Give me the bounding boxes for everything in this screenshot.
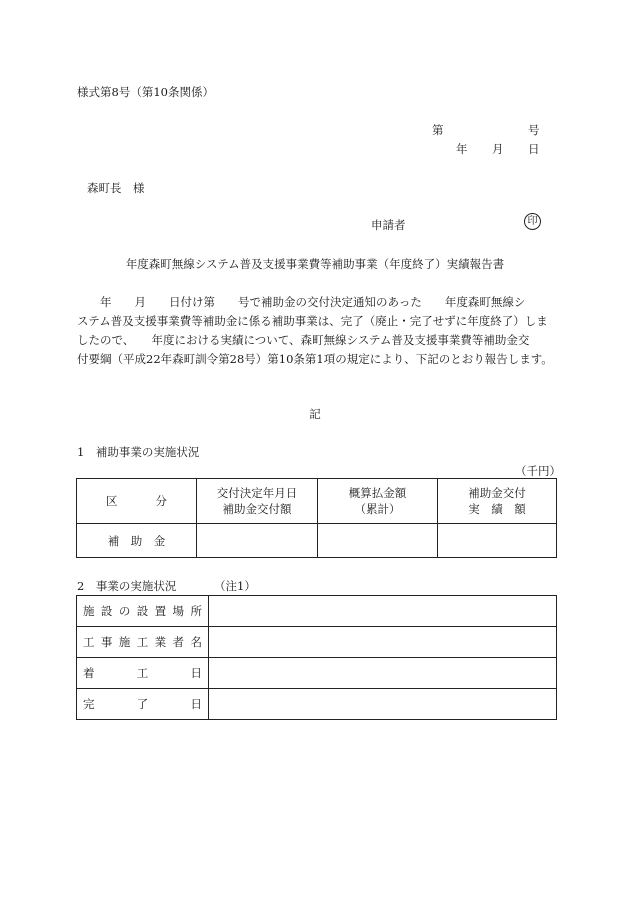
header-decision-date: 交付決定年月日 補助金交付額 bbox=[197, 479, 318, 524]
header-advance-payment: 概算払金額 （累計） bbox=[318, 479, 438, 524]
section2-note: （注1） bbox=[214, 579, 256, 593]
label-installation-site: 施 設 の 設 置 場 所 bbox=[77, 596, 209, 627]
cell-advance-payment[interactable] bbox=[318, 524, 438, 558]
body-line-4: 付要綱（平成22年森町訓令第28号）第10条第1項の規定により、下記のとおり報告します。 bbox=[77, 352, 553, 366]
section1-heading: 1 補助事業の実施状況 bbox=[77, 445, 200, 459]
addressee: 森町長 様 bbox=[87, 181, 145, 195]
unit-label: （千円） bbox=[515, 464, 561, 478]
section2-heading: 2 事業の実施状況 bbox=[77, 579, 177, 593]
body-line-3: したので、 年度における実績について、森町無線システム普及支援事業費等補助金交 bbox=[77, 333, 530, 347]
value-completion-date[interactable] bbox=[209, 689, 557, 720]
label-completion-date: 完 了 日 bbox=[77, 689, 209, 720]
header-category: 区 分 bbox=[77, 479, 197, 524]
date-year: 年 bbox=[456, 142, 468, 156]
document-number-prefix: 第 bbox=[432, 123, 444, 137]
cell-actual-amount[interactable] bbox=[438, 524, 557, 558]
cell-decision-date[interactable] bbox=[197, 524, 318, 558]
document-number-suffix: 号 bbox=[528, 123, 540, 137]
date-month: 月 bbox=[492, 142, 504, 156]
label-start-date: 着 工 日 bbox=[77, 658, 209, 689]
implementation-table bbox=[76, 595, 557, 720]
applicant-label: 申請者 bbox=[371, 218, 406, 232]
document-title: 年度森町無線システム普及支援事業費等補助事業（年度終了）実績報告書 bbox=[125, 257, 505, 271]
header-actual-amount: 補助金交付 実 績 額 bbox=[438, 479, 557, 524]
value-contractor-name[interactable] bbox=[209, 627, 557, 658]
row-label-subsidy: 補 助 金 bbox=[77, 524, 197, 558]
seal-mark: 印 bbox=[524, 213, 541, 230]
note-heading: 記 bbox=[309, 407, 321, 421]
subsidy-table bbox=[76, 478, 557, 558]
label-contractor-name: 工 事 施 工 業 者 名 bbox=[77, 627, 209, 658]
body-line-1: 年 月 日付け第 号で補助金の交付決定通知のあった 年度森町無線シ bbox=[77, 295, 526, 309]
form-number: 様式第8号（第10条関係） bbox=[77, 85, 214, 99]
date-day: 日 bbox=[528, 142, 540, 156]
value-installation-site[interactable] bbox=[209, 596, 557, 627]
value-start-date[interactable] bbox=[209, 658, 557, 689]
body-line-2: ステム普及支援事業費等補助金に係る補助事業は、完了（廃止・完了せずに年度終了）しま bbox=[77, 314, 548, 328]
